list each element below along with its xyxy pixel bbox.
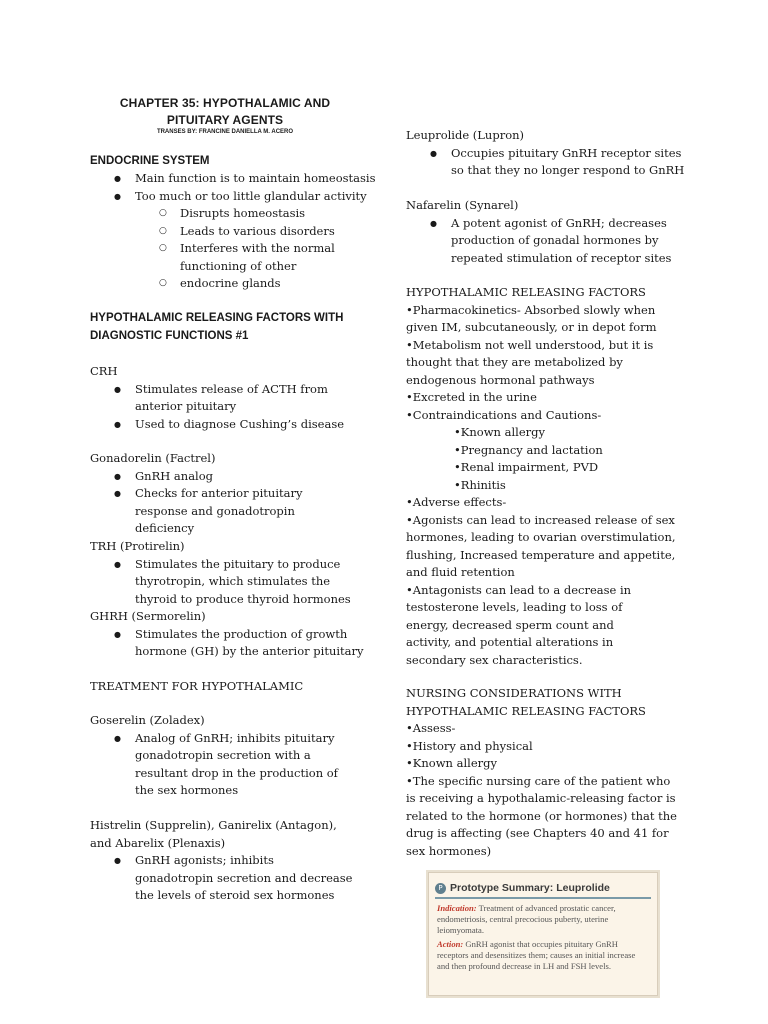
paragraph: •Metabolism not well understood, but it is thought that they are metabolized by endogenous hormonal pathways (406, 337, 654, 387)
indented-item: •Renal impairment, PVD (454, 460, 599, 474)
indented-item: •Rhinitis (454, 477, 506, 492)
nursing-section (406, 685, 681, 860)
releasing-factors-section (406, 284, 681, 669)
drug-name: GHRH (Sermorelin) (90, 609, 206, 623)
sub-list-item: ○ Leads to various disorders (90, 223, 350, 241)
bullet-list (406, 145, 686, 180)
endocrine-section (90, 152, 390, 293)
prototype-indication (437, 903, 649, 936)
list-item: ● Too much or too little glandular activity (90, 188, 390, 206)
bullet-list (406, 215, 686, 268)
bullet-list (90, 381, 360, 434)
list-item: ● Occupies pituitary GnRH receptor sites so that they no longer respond to GnRH (406, 145, 686, 180)
sub-list-item: ○ endocrine glands (90, 275, 350, 293)
paragraph: •Pharmacokinetics- Absorbed slowly when given IM, subcutaneously, or in depot form (406, 302, 657, 334)
sub-list-item: ○ Interferes with the normal functioning of other (90, 240, 340, 275)
list-item: ● A potent agonist of GnRH; decreases production of gonadal hormones by repeated stimulation of receptor sites (406, 215, 681, 268)
gonadorelin-section (90, 450, 360, 538)
prototype-body (429, 899, 657, 972)
drug-name: Gonadorelin (Factrel) (90, 451, 216, 465)
paragraph: •Adverse effects- (406, 495, 507, 509)
section-heading: TREATMENT FOR HYPOTHALAMIC (90, 679, 304, 693)
paragraph: •Contraindications and Cautions- (406, 407, 602, 422)
goserelin-section (90, 712, 360, 800)
action-label: Action: (437, 939, 464, 949)
prototype-header (435, 879, 651, 899)
drug-name: TRH (Protirelin) (90, 539, 185, 553)
paragraph: •Excreted in the urine (406, 390, 537, 404)
paragraph: •Known allergy (406, 756, 497, 770)
indication-label: Indication: (437, 903, 477, 913)
list-item: ● Checks for anterior pituitary response and gonadotropin deficiency (90, 485, 355, 538)
drug-name: Nafarelin (Synarel) (406, 198, 519, 212)
bullet-list (90, 468, 360, 538)
prototype-icon: P (435, 883, 446, 894)
page-title: CHAPTER 35: HYPOTHALAMIC AND PITUITARY AGENTS (119, 96, 331, 127)
list-item: ● Stimulates the pituitary to produce thyrotropin, which stimulates the thyroid to produce thyroid hormones (90, 556, 365, 609)
indented-item: •Pregnancy and lactation (454, 442, 603, 457)
drug-name: Leuprolide (Lupron) (406, 128, 525, 142)
list-item: ● Used to diagnose Cushing’s disease (90, 416, 360, 434)
histrelin-section (90, 817, 360, 905)
list-item: ● Analog of GnRH; inhibits pituitary gonadotropin secretion with a resultant drop in the production of the sex hormones (90, 730, 355, 800)
indication-text: Treatment of advanced prostatic cancer, endometriosis, central precocious puberty, uterine leiomyomata. (437, 903, 616, 935)
prototype-title: Prototype Summary: Leuprolide (450, 882, 610, 894)
paragraph: •Assess- (406, 721, 456, 735)
sub-list-item: ○ Disrupts homeostasis (90, 205, 350, 223)
list-item: ● Stimulates the production of growth hormone (GH) by the anterior pituitary (90, 626, 365, 661)
trh-section (90, 538, 365, 661)
drug-name: CRH (90, 364, 118, 378)
bullet-list (90, 730, 360, 800)
section-heading: ENDOCRINE SYSTEM (90, 155, 210, 167)
bullet-list (90, 556, 365, 609)
bullet-list (90, 170, 390, 293)
paragraph: •The specific nursing care of the patient who is receiving a hypothalamic-releasing factor is related to the hormone (or hormones) that the drug is affecting (see Chapters 40 and 41 for sex hormones) (406, 773, 677, 858)
indented-item: •Known allergy (454, 425, 545, 439)
list-item: ● GnRH analog (90, 468, 360, 486)
crh-section (90, 363, 360, 433)
paragraph: •Agonists can lead to increased release of sex hormones, leading to ovarian overstimulation, flushing, Increased temperature and appetite, and fluid retention (406, 512, 676, 579)
nafarelin-section (406, 197, 686, 267)
section-heading: NURSING CONSIDERATIONS WITH HYPOTHALAMIC RELEASING FACTORS (406, 686, 646, 718)
section-heading: HYPOTHALAMIC RELEASING FACTORS WITH DIAGNOSTIC FUNCTIONS #1 (90, 312, 344, 342)
bullet-list (90, 852, 360, 905)
action-text: GnRH agonist that occupies pituitary GnRH receptors and desensitizes them; causes an initial increase and then profound decrease in LH and FSH levels. (437, 939, 636, 971)
prototype-action (437, 939, 649, 972)
paragraph: •History and physical (406, 738, 533, 753)
list-item: ● Stimulates release of ACTH from anterior pituitary (90, 381, 355, 416)
prototype-summary-box (428, 872, 658, 996)
paragraph: •Antagonists can lead to a decrease in testosterone levels, leading to loss of energy, decreased sperm count and activity, and potential alterations in secondary sex characteristics. (406, 582, 632, 667)
bullet-list (90, 626, 365, 661)
list-item: ● Main function is to maintain homeostasis (90, 170, 390, 188)
drug-name: Goserelin (Zoladex) (90, 713, 205, 727)
leuprolide-section (406, 127, 686, 180)
byline: TRANSES BY: FRANCINE DANIELLA M. ACERO (156, 129, 294, 135)
list-item: ● GnRH agonists; inhibits gonadotropin secretion and decrease the levels of steroid sex hormones (90, 852, 355, 905)
section-heading: HYPOTHALAMIC RELEASING FACTORS (406, 285, 646, 299)
drug-name: Histrelin (Supprelin), Ganirelix (Antagon), and Abarelix (Plenaxis) (90, 818, 337, 850)
